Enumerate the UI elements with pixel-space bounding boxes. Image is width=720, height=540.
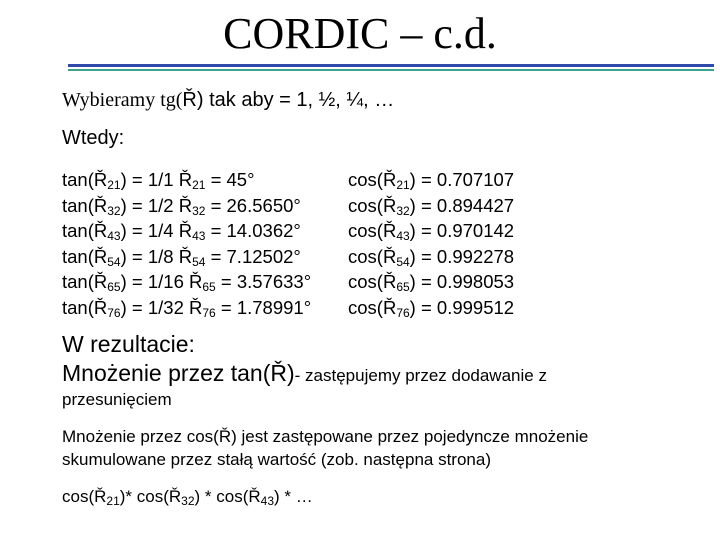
cos-value: ) = 0.998053 bbox=[409, 271, 515, 292]
angle-degrees: = 1.78991° bbox=[215, 296, 312, 318]
wtedy-label: Wtedy: bbox=[62, 127, 125, 149]
tan-text: tan(Ř bbox=[62, 245, 108, 267]
intro-line bbox=[62, 88, 394, 112]
cos-product bbox=[62, 485, 313, 509]
cos-index: 54 bbox=[396, 254, 410, 269]
cos-text: cos(Ř bbox=[348, 169, 397, 190]
tan-text: tan(Ř bbox=[62, 296, 108, 318]
cos-text: cos(Ř bbox=[348, 245, 397, 267]
angle-index: 21 bbox=[192, 178, 206, 192]
result-line1-small: - zastępujemy przez dodawanie z bbox=[294, 366, 547, 385]
cos-text: cos(Ř bbox=[348, 271, 397, 292]
angle-degrees: = 3.57633° bbox=[215, 271, 312, 292]
slide-title: CORDIC – c.d. bbox=[223, 9, 497, 58]
cos-index: 21 bbox=[396, 178, 410, 192]
cos-row bbox=[348, 193, 514, 219]
tan-ratio: ) = 1/8 Ř bbox=[120, 245, 193, 267]
product-sub1: 21 bbox=[106, 494, 120, 508]
title-underline-green bbox=[68, 69, 714, 71]
tan-ratio: ) = 1/1 Ř bbox=[120, 169, 193, 190]
tan-row bbox=[62, 244, 311, 270]
product-part4: ) * … bbox=[274, 487, 313, 506]
product-part1: cos(Ř bbox=[62, 487, 107, 506]
cos-row bbox=[348, 218, 514, 244]
angle-degrees: = 45° bbox=[205, 169, 255, 190]
tan-text: tan(Ř bbox=[62, 194, 108, 216]
result-heading: W rezultacie: bbox=[62, 331, 195, 357]
tan-table bbox=[62, 167, 311, 320]
angle-index: 43 bbox=[192, 229, 206, 243]
angle-index: 65 bbox=[202, 280, 216, 294]
product-part3: ) * cos(Ř bbox=[194, 487, 261, 506]
cos-index: 43 bbox=[396, 229, 410, 243]
cos-text: cos(Ř bbox=[348, 220, 397, 241]
cos-value: ) = 0.894427 bbox=[409, 194, 515, 216]
tan-index: 21 bbox=[107, 178, 121, 192]
angle-index: 32 bbox=[192, 203, 206, 218]
cos-text: cos(Ř bbox=[348, 296, 397, 318]
intro-theta: Ř bbox=[182, 89, 197, 111]
cos-text: cos(Ř bbox=[348, 194, 397, 216]
product-part2: )* cos(Ř bbox=[119, 487, 182, 506]
tan-index: 43 bbox=[107, 229, 121, 243]
angle-degrees: = 26.5650° bbox=[205, 194, 301, 216]
cos-value: ) = 0.999512 bbox=[409, 296, 515, 318]
tan-index: 54 bbox=[107, 254, 121, 269]
cos-row bbox=[348, 167, 514, 193]
cos-para-line2: skumulowane przez stałą wartość (zob. następna strona) bbox=[62, 450, 491, 469]
cos-value: ) = 0.970142 bbox=[409, 220, 515, 241]
tan-index: 65 bbox=[107, 280, 121, 294]
angle-index: 76 bbox=[202, 305, 216, 320]
cos-index: 76 bbox=[396, 305, 410, 320]
result-line1-big: Mnożenie przez tan(Ř) bbox=[62, 360, 295, 386]
product-sub2: 32 bbox=[181, 494, 195, 508]
tan-row bbox=[62, 295, 311, 321]
tan-row bbox=[62, 193, 311, 219]
cos-para-line1: Mnożenie przez cos(Ř) jest zastępowane przez pojedyncze mnożenie bbox=[62, 427, 589, 446]
tan-text: tan(Ř bbox=[62, 271, 108, 292]
angle-index: 54 bbox=[192, 254, 206, 269]
result-line2: przesunięciem bbox=[62, 390, 172, 409]
angle-degrees: = 14.0362° bbox=[205, 220, 301, 241]
result-line1 bbox=[62, 360, 547, 388]
tan-ratio: ) = 1/4 Ř bbox=[120, 220, 193, 241]
tan-ratio: ) = 1/16 Ř bbox=[120, 271, 203, 292]
cos-row bbox=[348, 244, 514, 270]
cos-row bbox=[348, 295, 514, 321]
cos-row bbox=[348, 269, 514, 295]
intro-prefix: Wybieramy tg( bbox=[62, 89, 183, 111]
tan-row bbox=[62, 269, 311, 295]
tan-index: 32 bbox=[107, 203, 121, 218]
angle-degrees: = 7.12502° bbox=[205, 245, 301, 267]
cos-index: 32 bbox=[396, 203, 410, 218]
tan-ratio: ) = 1/32 Ř bbox=[120, 296, 203, 318]
cos-index: 65 bbox=[396, 280, 410, 294]
tan-index: 76 bbox=[107, 305, 121, 320]
product-sub3: 43 bbox=[260, 494, 275, 508]
cos-table bbox=[348, 167, 514, 320]
cos-value: ) = 0.992278 bbox=[409, 245, 515, 267]
cos-value: ) = 0.707107 bbox=[409, 169, 515, 190]
title-underline-blue bbox=[68, 64, 714, 67]
tan-row bbox=[62, 218, 311, 244]
tan-ratio: ) = 1/2 Ř bbox=[120, 194, 193, 216]
tan-row bbox=[62, 167, 311, 193]
tan-text: tan(Ř bbox=[62, 169, 108, 190]
tan-text: tan(Ř bbox=[62, 220, 108, 241]
intro-rest: ) tak aby = 1, ½, ¼, … bbox=[196, 89, 395, 111]
